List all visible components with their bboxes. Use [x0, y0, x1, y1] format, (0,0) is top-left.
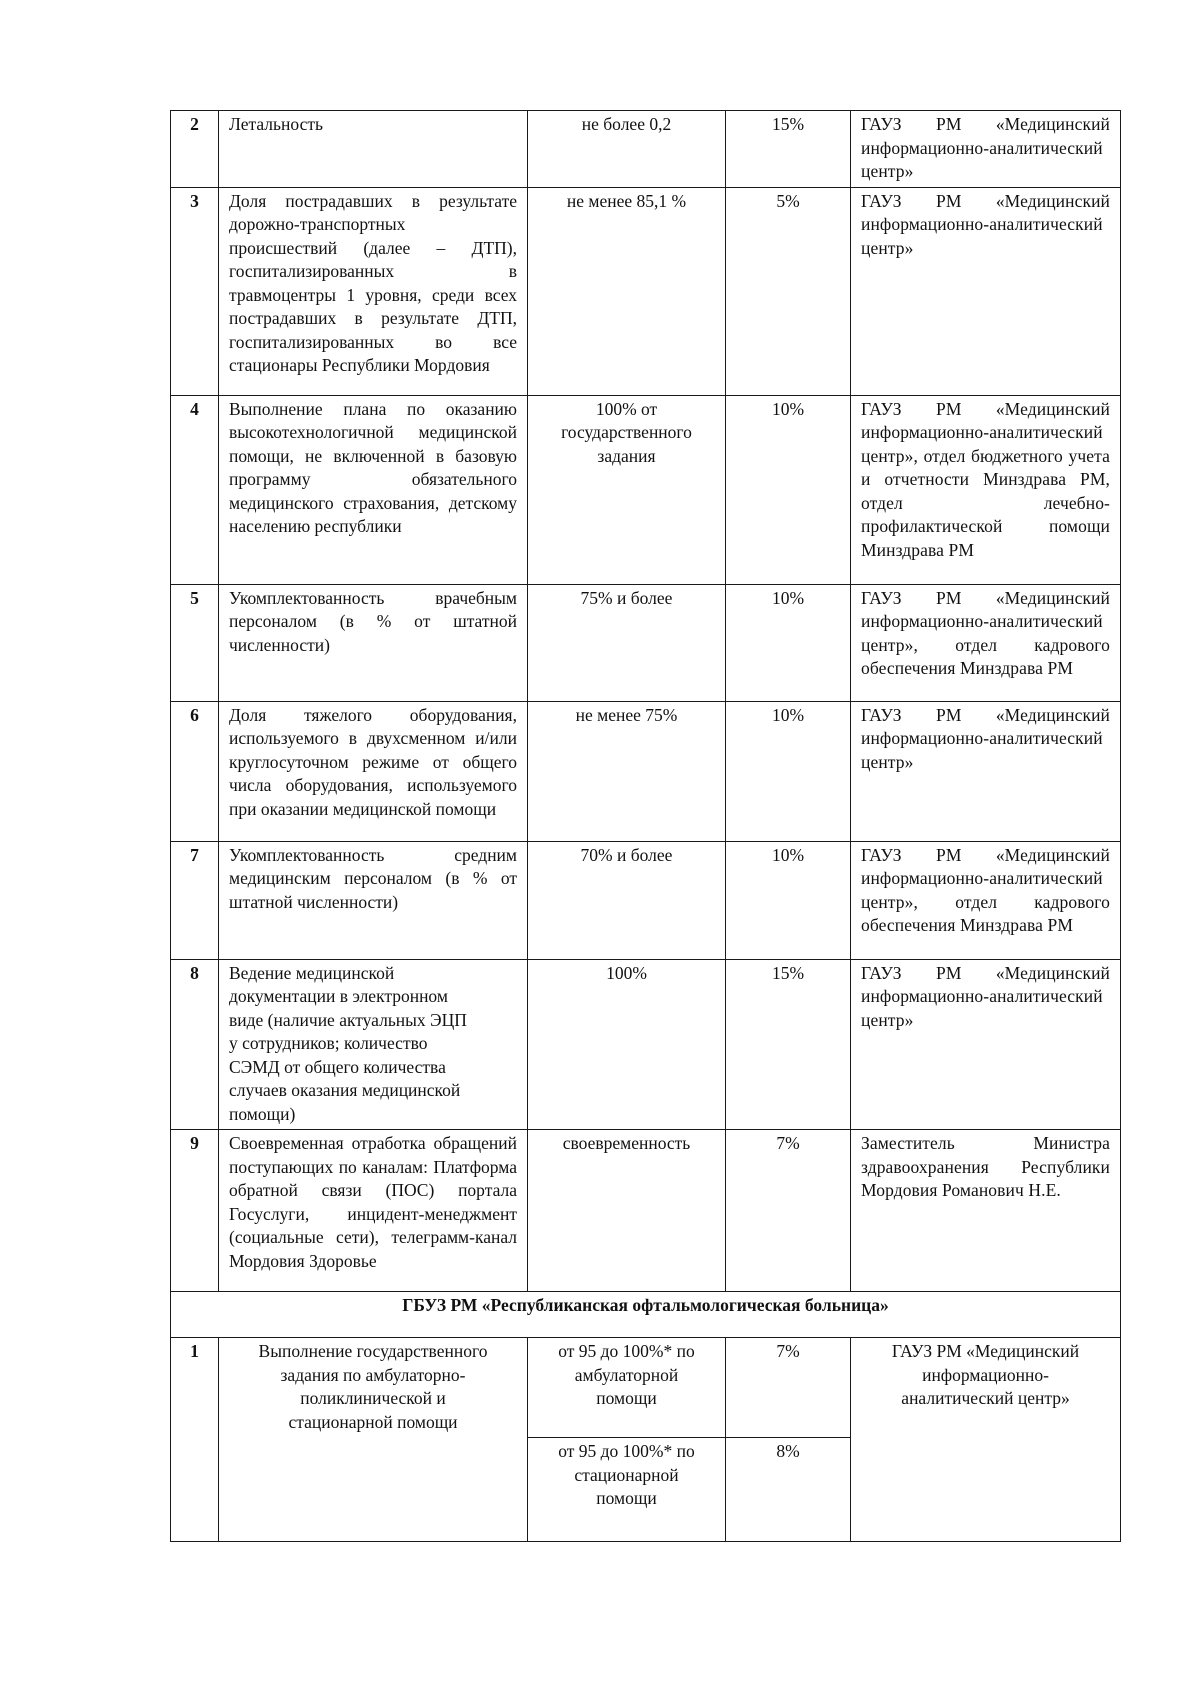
table-row — [171, 701, 1121, 841]
data-source: ГАУЗ РМ «Медицинский информационно-аналитический центр» — [851, 959, 1121, 1130]
row-number: 3 — [171, 187, 219, 395]
target-value: от 95 до 100%* по стационарной помощи — [528, 1438, 726, 1542]
row-number: 5 — [171, 584, 219, 701]
indicator-name: Летальность — [219, 111, 528, 188]
indicator-name: Ведение медицинской документации в электронном виде (наличие актуальных ЭЦП у сотрудников; количество СЭМД от общего количества случаев оказания медицинской помощи) — [219, 959, 528, 1130]
row-number: 1 — [171, 1338, 219, 1542]
table-row — [171, 584, 1121, 701]
weight-value: 10% — [726, 701, 851, 841]
target-value: не менее 85,1 % — [528, 187, 726, 395]
target-value: 70% и более — [528, 841, 726, 959]
target-value: не менее 75% — [528, 701, 726, 841]
row-number: 8 — [171, 959, 219, 1130]
weight-value: 7% — [726, 1338, 851, 1438]
indicator-name: Укомплектованность врачебным персоналом (в % от штатной численности) — [219, 584, 528, 701]
target-value: от 95 до 100%* по амбулаторной помощи — [528, 1338, 726, 1438]
table-row — [171, 1130, 1121, 1292]
row-number: 6 — [171, 701, 219, 841]
table-row — [171, 395, 1121, 584]
weight-value: 15% — [726, 959, 851, 1130]
row-number: 2 — [171, 111, 219, 188]
data-source: ГАУЗ РМ «Медицинский информационно-аналитический центр» — [851, 187, 1121, 395]
row-number: 9 — [171, 1130, 219, 1292]
data-source: ГАУЗ РМ «Медицинский информационно-аналитический центр» — [851, 111, 1121, 188]
target-value: 75% и более — [528, 584, 726, 701]
table-row — [171, 1338, 1121, 1438]
target-value: 100% от государственного задания — [528, 395, 726, 584]
table-row — [171, 841, 1121, 959]
table-row — [171, 111, 1121, 188]
weight-value: 15% — [726, 111, 851, 188]
data-source: ГАУЗ РМ «Медицинский информационно-аналитический центр», отдел кадрового обеспечения Минздрава РМ — [851, 584, 1121, 701]
data-source: ГАУЗ РМ «Медицинский информационно-аналитический центр», отдел бюджетного учета и отчетности Минздрава РМ, отдел лечебно-профилактической помощи Минздрава РМ — [851, 395, 1121, 584]
data-source: ГАУЗ РМ «Медицинский информационно-аналитический центр», отдел кадрового обеспечения Минздрава РМ — [851, 841, 1121, 959]
indicator-name: Доля тяжелого оборудования, используемого в двухсменном и/или круглосуточном режиме от общего числа оборудования, используемого при оказании медицинской помощи — [219, 701, 528, 841]
table-row — [171, 187, 1121, 395]
section-title: ГБУЗ РМ «Республиканская офтальмологическая больница» — [171, 1292, 1121, 1338]
data-source: Заместитель Министра здравоохранения Республики Мордовия Романович Н.Е. — [851, 1130, 1121, 1292]
indicator-name: Выполнение плана по оказанию высокотехнологичной медицинской помощи, не включенной в базовую программу обязательного медицинского страхования, детскому населению республики — [219, 395, 528, 584]
weight-value: 10% — [726, 841, 851, 959]
weight-value: 5% — [726, 187, 851, 395]
target-value: своевременность — [528, 1130, 726, 1292]
weight-value: 8% — [726, 1438, 851, 1542]
indicator-name: Доля пострадавших в результате дорожно-транспортных происшествий (далее – ДТП), госпитализированных в травмоцентры 1 уровня, среди всех пострадавших в результате ДТП, госпитализированных во все стационары Республики Мордовия — [219, 187, 528, 395]
weight-value: 10% — [726, 395, 851, 584]
indicators-table — [170, 110, 1121, 1542]
section-header-row — [171, 1292, 1121, 1338]
indicator-name: Укомплектованность средним медицинским персоналом (в % от штатной численности) — [219, 841, 528, 959]
data-source: ГАУЗ РМ «Медицинский информационно-аналитический центр» — [851, 701, 1121, 841]
indicator-name: Выполнение государственного задания по амбулаторно- поликлинической и стационарной помощи — [219, 1338, 528, 1542]
row-number: 7 — [171, 841, 219, 959]
weight-value: 7% — [726, 1130, 851, 1292]
row-number: 4 — [171, 395, 219, 584]
table-row — [171, 959, 1121, 1130]
target-value: не более 0,2 — [528, 111, 726, 188]
weight-value: 10% — [726, 584, 851, 701]
target-value: 100% — [528, 959, 726, 1130]
indicator-name: Своевременная отработка обращений поступающих по каналам: Платформа обратной связи (ПОС) портала Госуслуги, инцидент-менеджмент (социальные сети), телеграмм-канал Мордовия Здоровье — [219, 1130, 528, 1292]
data-source: ГАУЗ РМ «Медицинский информационно- аналитический центр» — [851, 1338, 1121, 1542]
